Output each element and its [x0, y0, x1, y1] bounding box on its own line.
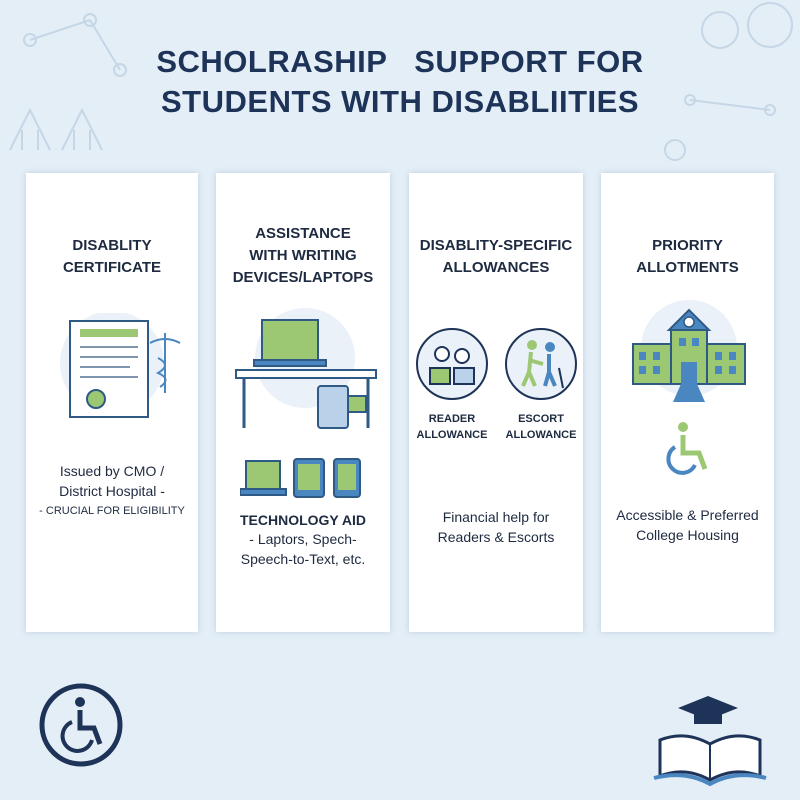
card-allowances: [409, 173, 583, 632]
wheelchair-icon: [661, 421, 717, 477]
technology-aid-heading: TECHNOLOGY AID: [239, 512, 366, 528]
devices-icon: [240, 457, 370, 501]
network-decoration-icon: [0, 0, 800, 170]
card-description: Issued by CMO / District Hospital - - CRUCIAL FOR ELIGIBILITY: [39, 463, 185, 517]
reader-icon: [414, 326, 490, 402]
accessibility-badge-icon: [38, 682, 124, 768]
card-disability-certificate: [26, 173, 198, 632]
card-title: DISABLITY-SPECIFIC ALLOWANCES: [419, 237, 573, 276]
laptop-desk-icon: [230, 308, 380, 438]
escort-icon: [503, 326, 579, 402]
card-description: Financial help for Readers & Escorts: [437, 509, 555, 545]
reader-allowance-label: READER ALLOWANCE: [416, 413, 488, 441]
card-title: PRIORITY ALLOTMENTS: [636, 237, 739, 276]
page-title: SCHOLRASHIP SUPPORT FOR STUDENTS WITH DISABLIITIES: [156, 44, 644, 119]
card-title: ASSISTANCE WITH WRITING DEVICES/LAPTOPS: [232, 225, 374, 286]
card-priority-allotments: [601, 173, 774, 632]
college-building-icon: [629, 298, 749, 408]
card-title: DISABLITY CERTIFICATE: [62, 237, 162, 276]
card-description: - Laptors, Spech- Speech-to-Text, etc.: [240, 531, 366, 567]
card-writing-assistance: [216, 173, 390, 632]
book-graduation-cap-icon: [650, 690, 770, 790]
escort-allowance-label: ESCORT ALLOWANCE: [505, 413, 577, 441]
certificate-icon: [40, 313, 190, 423]
card-description: Accessible & Preferred College Housing: [616, 507, 759, 543]
